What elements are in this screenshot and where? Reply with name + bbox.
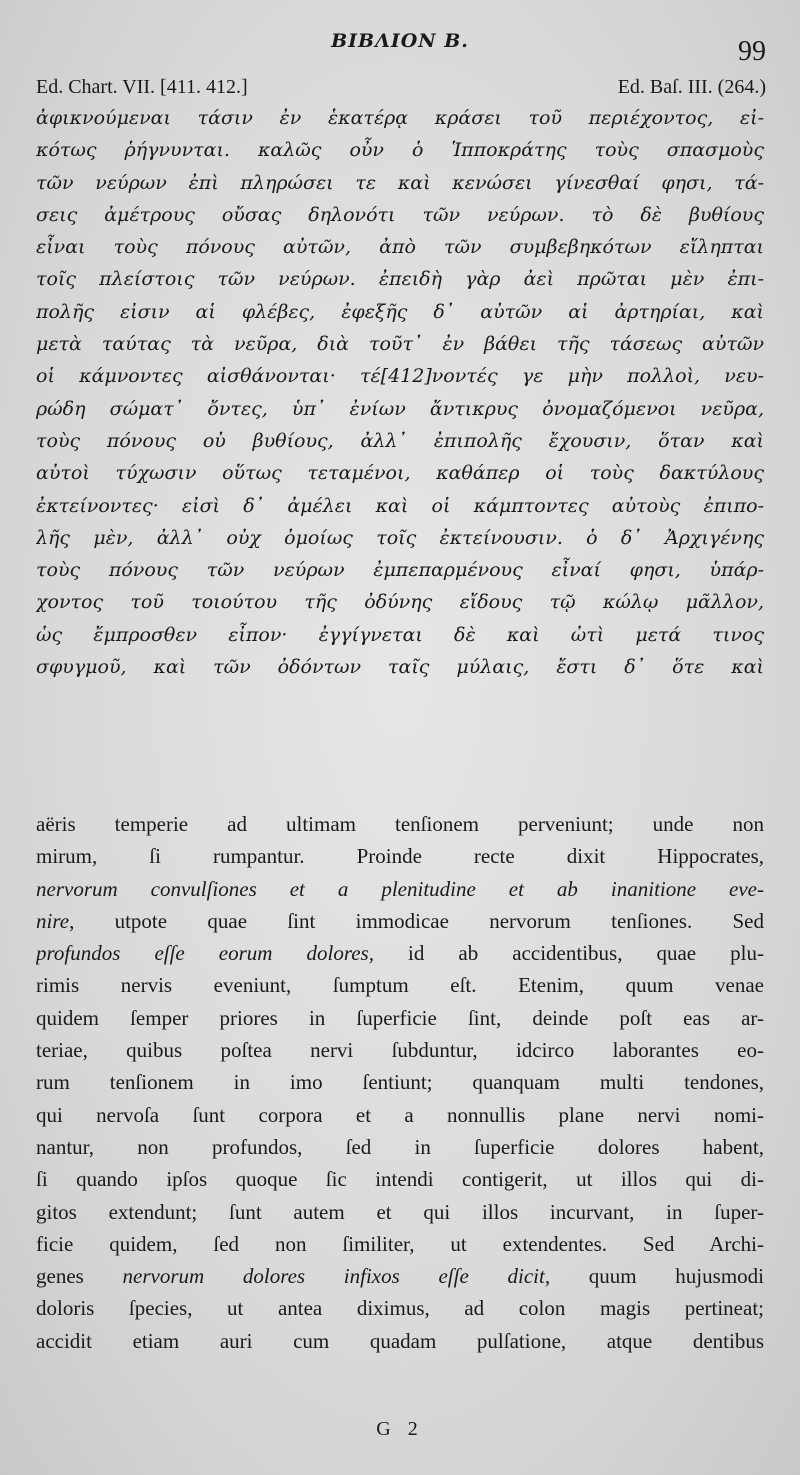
greek-text-line: σεις ἀμέτρους οὔσας δηλονότι τῶν νεύρων. τὸ δὲ βυθίους [36,203,764,226]
latin-text-line [36,873,764,905]
greek-text-line: τοὺς πόνους τῶν νεύρων ἐμπεπαρμένους εἶναί φησι, ὑπάρ- [36,559,764,582]
greek-text-line: τοὺς πόνους οὐ βυθίους, ἀλλ᾽ ἐπιπολῆς ἔχουσιν, ὅταν καὶ [36,429,764,452]
page-number: 99 [738,36,766,67]
latin-text-line [36,937,764,969]
latin-text-line [36,1099,764,1131]
text-segment: quum hujusmodi [550,1264,764,1289]
greek-text-line: αὐτοὶ τύχωσιν οὕτως τεταμένοι, καθάπερ οἱ τοὺς δακτύλους [36,462,764,485]
latin-text-line [36,969,764,1001]
text-segment: aëris temperie ad ultimam tenſionem perveniunt; unde non [36,812,764,836]
text-segment: id ab accidentibus, quae plu- [373,941,764,966]
latin-text-line [36,1131,764,1163]
text-segment: rimis nervis eveniunt, ſumptum eſt. Etenim, quum venae [36,973,764,998]
text-segment: genes [36,1264,123,1289]
text-segment: accidit etiam auri cum quadam pulſatione, atque dentibus [36,1328,764,1353]
italic-quotation: nervorum dolores infixos eſſe dicit, [122,1264,551,1289]
text-segment: rum tenſionem in imo ſentiunt; quanquam multi tendones, [36,1070,764,1095]
italic-quotation: nire [36,908,70,933]
latin-text-line [36,808,764,840]
latin-text-line [36,1066,764,1098]
italic-quotation: nervorum convulſiones et a plenitudine et ab inanitione eve- [36,876,764,901]
latin-text-line [36,905,764,937]
latin-text-line [36,1002,764,1034]
text-segment: mirum, ſi rumpantur. Proinde recte dixit Hippocrates, [36,844,764,869]
greek-text-line: τῶν νεύρων ἐπὶ πληρώσει τε καὶ κενώσει γίνεσθαί φησι, τά- [36,171,764,194]
text-segment: gitos extendunt; ſunt autem et qui illos incurvant, in ſuper- [36,1199,764,1224]
italic-quotation: profundos eſſe eorum dolores, [36,941,374,966]
greek-text-line: σφυγμοῦ, καὶ τῶν ὀδόντων ταῖς μύλαις, ἔστι δ᾽ ὅτε καὶ [36,656,764,679]
edition-reference-chartier: Ed. Chart. VII. [411. 412.] [36,76,248,98]
text-segment: ficie quidem, ſed non ſimiliter, ut extendentes. Sed Archi- [36,1231,764,1256]
latin-translation-block [36,808,764,1357]
text-segment: qui nervoſa ſunt corpora et a nonnullis plane nervi nomi- [36,1102,764,1127]
edition-reference-basel: Ed. Baſ. III. (264.) [617,76,766,98]
text-segment: , utpote quae ſint immodicae nervorum tenſiones. Sed [69,908,764,933]
greek-text-line: μετὰ ταύτας τὰ νεῦρα, διὰ τοῦτ᾽ ἐν βάθει τῆς τάσεως αὐτῶν [36,333,764,356]
latin-text-line [36,840,764,872]
text-segment: teriae, quibus poſtea nervi ſubduntur, idcirco laborantes eo- [36,1038,764,1063]
running-title: ΒΙΒΛΙΟΝ Β. [331,30,469,52]
latin-text-line [36,1034,764,1066]
latin-text-line [36,1325,764,1357]
greek-text-line: εἶναι τοὺς πόνους αὐτῶν, ἀπὸ τῶν συμβεβηκότων εἴληπται [36,236,764,259]
greek-text-line: οἱ κάμνοντες αἰσθάνονται· τέ[412]νοντές γε μὴν πολλοὶ, νευ- [36,365,764,388]
signature-mark: G 2 [376,1418,424,1440]
greek-text-line: κότως ῥήγνυνται. καλῶς οὖν ὁ Ἱπποκράτης τοὺς σπασμοὺς [36,139,764,162]
greek-text-line: πολῆς εἰσιν αἱ φλέβες, ἐφεξῆς δ᾽ αὐτῶν αἱ ἀρτηρίαι, καὶ [36,300,764,323]
greek-text-line: χοντος τοῦ τοιούτου τῆς ὀδύνης εἴδους τῷ κώλῳ μᾶλλον, [36,591,764,614]
greek-text-line: ρώδη σώματ᾽ ὄντες, ὑπ᾽ ἐνίων ἄντικρυς ὀνομαζόμενοι νεῦρα, [36,397,764,420]
text-segment: ſi quando ipſos quoque ſic intendi contigerit, ut illos qui di- [36,1167,764,1192]
greek-text-line: ὡς ἔμπροσθεν εἶπον· ἐγγίγνεται δὲ καὶ ὠτὶ μετά τινος [36,623,764,646]
latin-text-line [36,1163,764,1195]
latin-text-line [36,1196,764,1228]
greek-text-line: ἀφικνούμεναι τάσιν ἐν ἑκατέρᾳ κράσει τοῦ περιέχοντος, εἰ- [36,107,764,129]
text-segment: quidem ſemper priores in ſuperficie ſint, deinde poſt eas ar- [36,1005,764,1030]
greek-text-block [36,102,764,683]
greek-text-line: ἐκτείνοντες· εἰσὶ δ᾽ ἀμέλει καὶ οἱ κάμπτοντες αὐτοὺς ἐπιπο- [36,494,764,517]
latin-text-line [36,1260,764,1292]
latin-text-line [36,1228,764,1260]
latin-text-line [36,1292,764,1324]
greek-text-line: τοῖς πλείστοις τῶν νεύρων. ἐπειδὴ γὰρ ἀεὶ πρῶται μὲν ἐπι- [36,268,764,291]
text-segment: nantur, non profundos, ſed in ſuperficie dolores habent, [36,1134,764,1159]
greek-text-line: λῆς μὲν, ἀλλ᾽ οὐχ ὁμοίως τοῖς ἐκτείνουσιν. ὁ δ᾽ Ἀρχιγένης [36,526,764,549]
text-segment: doloris ſpecies, ut antea diximus, ad colon magis pertineat; [36,1296,764,1321]
